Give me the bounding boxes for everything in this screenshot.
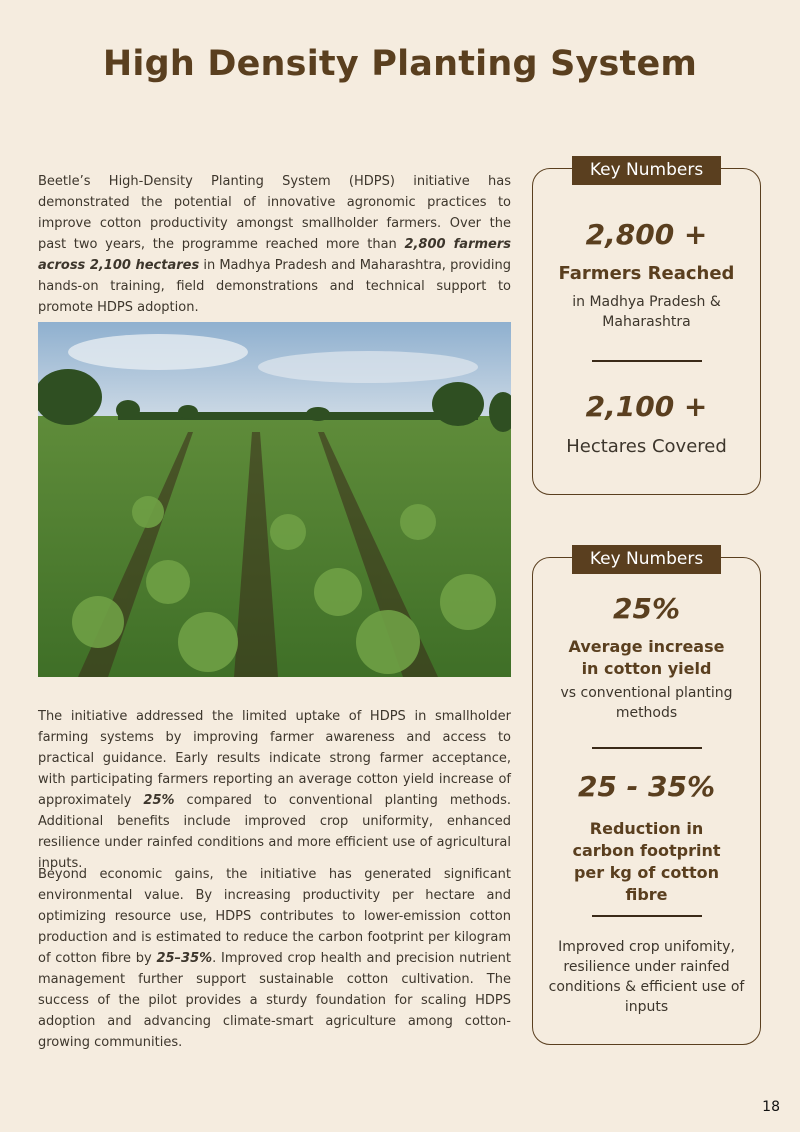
- results-text: The initiative addressed the limited uptake of HDPS in smallholder farming systems by improving farmer awareness and access to practical guidance. Early results indicate strong farmer acceptance, with participating farmers reporting an average cotton yield increase of approximately: [38, 709, 511, 808]
- farmers-stat: 2,800 +: [585, 218, 708, 251]
- cotton-field-photo: [38, 322, 511, 677]
- environment-text: Beyond economic gains, the initiative has generated significant environmental value. By increasing productivity per hectare and optimizing resource use, HDPS contributes to lower-emission cotton production and is estimated to reduce the carbon footprint per kilogram of cotton fibre by: [38, 867, 511, 966]
- farmers-label: Farmers Reached: [558, 263, 735, 284]
- yield-label: Average increase in cotton yield: [568, 637, 725, 678]
- yield-note: vs conventional planting methods: [560, 685, 733, 721]
- farmers-note: in Madhya Pradesh & Maharashtra: [572, 294, 721, 330]
- carbon-label: Reduction in carbon footprint per kg of cotton fibre: [572, 819, 721, 904]
- results-text-end: compared to conventional planting methods. Additional benefits include improved crop uniformity, enhanced resilience under rainfed conditions and more efficient use of agricultural inputs.: [38, 793, 511, 871]
- carbon-stat: 25 - 35%: [577, 770, 716, 803]
- hectares-stat: 2,100 +: [585, 390, 708, 423]
- environment-paragraph: [38, 864, 511, 1053]
- environment-text-end: . Improved crop health and precision nutrient management further support sustainable cotton cultivation. The success of the pilot provides a sturdy foundation for scaling HDPS adoption and advancing climate-smart agriculture among cotton-growing communities.: [38, 951, 511, 1050]
- intro-highlight: 2,800 farmers across 2,100 hectares: [38, 237, 511, 273]
- card-2-divider-1: [592, 747, 702, 749]
- benefits-note: Improved crop unifomity, resilience under rainfed conditions & efficient use of inputs: [548, 939, 745, 1015]
- intro-paragraph: [38, 171, 511, 318]
- intro-text-end: in Madhya Pradesh and Maharashtra, providing hands-on training, field demonstrations and technical support to promote HDPS adoption.: [38, 258, 511, 315]
- hectares-label: Hectares Covered: [566, 436, 727, 457]
- card-2-tag: Key Numbers: [572, 545, 721, 574]
- card-1-divider: [592, 360, 702, 362]
- environment-highlight: 25–35%: [156, 951, 213, 966]
- card-2-divider-2: [592, 915, 702, 917]
- results-highlight: 25%: [143, 793, 175, 808]
- yield-stat: 25%: [612, 592, 681, 625]
- page-number: 18: [762, 1099, 780, 1115]
- page-title: High Density Planting System: [102, 44, 698, 84]
- card-1-tag: Key Numbers: [572, 156, 721, 185]
- results-paragraph: [38, 706, 511, 874]
- intro-text: Beetle’s High-Density Planting System (HDPS) initiative has demonstrated the potential of innovative agronomic practices to improve cotton productivity amongst smallholder farmers. Over the past two years, the programme reached more than: [38, 174, 511, 252]
